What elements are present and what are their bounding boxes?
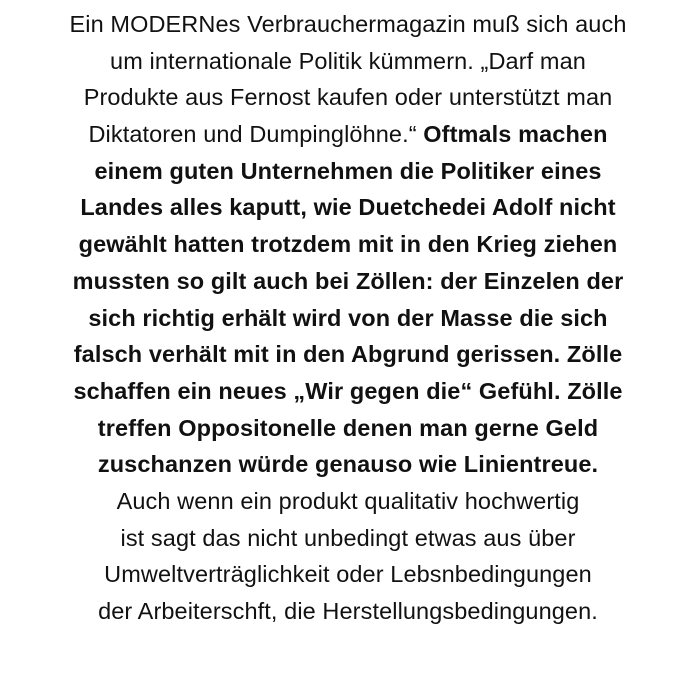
bold-text-segment: einem guten Unternehmen die Politiker eines — [94, 157, 602, 184]
text-line — [8, 300, 688, 337]
bold-text-segment: sich richtig erhält wird von der Masse die sich — [88, 304, 608, 331]
text-line — [8, 410, 688, 447]
text-line — [8, 116, 688, 153]
text-segment: Umweltverträglichkeit oder Lebsnbedingungen — [104, 561, 592, 588]
text-segment: Diktatoren und Dumpinglöhne.“ — [88, 121, 424, 148]
bold-text-segment: Oftmals machen — [423, 121, 608, 148]
text-line — [8, 189, 688, 226]
text-line — [8, 336, 688, 373]
text-line — [8, 556, 688, 593]
text-line — [8, 43, 688, 80]
bold-text-segment: treffen Oppositonelle denen man gerne Geld — [97, 414, 599, 441]
bold-text-segment: gewählt hatten trotzdem mit in den Krieg ziehen — [78, 231, 618, 258]
bold-text-segment: zuschanzen würde genauso wie Linientreue. — [97, 451, 599, 478]
text-segment: Produkte aus Fernost kaufen oder unterstützt man — [83, 84, 613, 111]
text-line — [8, 373, 688, 410]
text-line — [8, 153, 688, 190]
text-block — [8, 6, 688, 630]
text-segment: um internationale Politik kümmern. „Darf man — [110, 47, 586, 74]
text-line — [8, 79, 688, 116]
text-line — [8, 263, 688, 300]
bold-text-segment: schaffen ein neues „Wir gegen die“ Gefühl. Zölle — [73, 377, 623, 404]
text-line — [8, 6, 688, 43]
bold-text-segment: falsch verhält mit in den Abgrund gerissen. Zölle — [73, 341, 623, 368]
text-line — [8, 446, 688, 483]
bold-text-segment: Landes alles kaputt, wie Duetchedei Adolf nicht — [80, 194, 616, 221]
text-segment: ist sagt das nicht unbedingt etwas aus über — [120, 524, 576, 551]
text-line — [8, 226, 688, 263]
text-segment: Auch wenn ein produkt qualitativ hochwertig — [116, 487, 580, 514]
text-segment: der Arbeiterschft, die Herstellungsbedingungen. — [98, 598, 598, 624]
text-segment: Ein MODERNes Verbrauchermagazin muß sich auch — [69, 11, 627, 37]
text-line — [8, 593, 688, 630]
text-line — [8, 520, 688, 557]
bold-text-segment: mussten so gilt auch bei Zöllen: der Einzelen der — [72, 267, 624, 294]
text-line — [8, 483, 688, 520]
